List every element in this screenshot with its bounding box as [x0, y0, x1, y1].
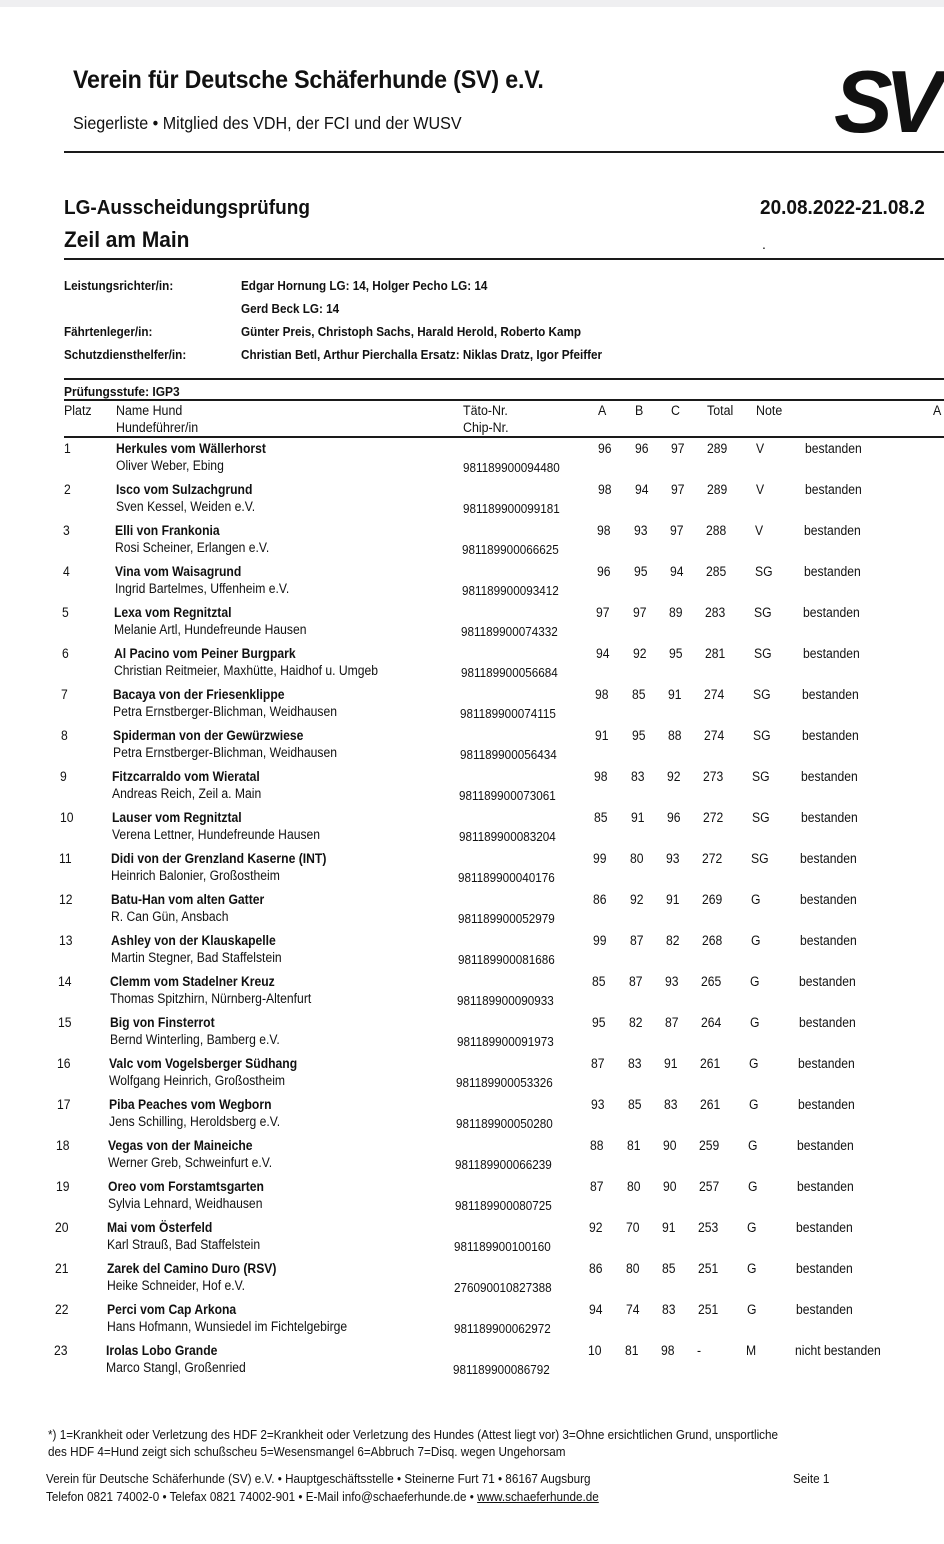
score-b: 80: [626, 1261, 640, 1276]
footer-contact: [46, 1489, 599, 1504]
row-place: 5: [62, 605, 69, 620]
table-row: [0, 933, 944, 973]
chip-number: 981189900040176: [458, 870, 555, 885]
score-total: 253: [698, 1220, 719, 1235]
score-total: 288: [706, 523, 727, 538]
score-b: 87: [630, 933, 644, 948]
score-c: 94: [670, 564, 684, 579]
score-c: 82: [666, 933, 680, 948]
score-a: 93: [591, 1097, 605, 1112]
col-extra: A: [933, 403, 942, 418]
result-status: bestanden: [804, 564, 861, 579]
score-a: 98: [598, 482, 612, 497]
score-a: 91: [595, 728, 609, 743]
exam-stage: Prüfungsstufe: IGP3: [64, 384, 180, 399]
footnote-line-1: *) 1=Krankheit oder Verletzung des HDF 2=Krankheit oder Verletzung des Hundes (Attest liegt vor) 3=Ohne ersichtlichen Grund, unsportliche: [48, 1427, 779, 1442]
table-row: [0, 687, 944, 727]
dog-name: Al Pacino vom Peiner Burgpark: [114, 646, 296, 661]
score-a: 99: [593, 851, 607, 866]
score-c: 91: [668, 687, 682, 702]
table-row: [0, 482, 944, 522]
score-a: 87: [590, 1179, 604, 1194]
score-a: 94: [589, 1302, 603, 1317]
grade-note: G: [748, 1179, 758, 1194]
dog-name: Didi von der Grenzland Kaserne (INT): [111, 851, 327, 866]
chip-number: 981189900080725: [455, 1198, 552, 1213]
chip-number: 981189900086792: [453, 1362, 550, 1377]
grade-note: G: [747, 1220, 757, 1235]
chip-number: 981189900062972: [454, 1321, 551, 1336]
row-place: 22: [55, 1302, 69, 1317]
score-b: 80: [630, 851, 644, 866]
grade-note: V: [755, 523, 764, 538]
row-place: 18: [56, 1138, 70, 1153]
result-status: bestanden: [803, 605, 860, 620]
handler-name: Sylvia Lehnard, Weidhausen: [108, 1196, 263, 1211]
score-c: 88: [668, 728, 682, 743]
score-total: 269: [702, 892, 723, 907]
col-c: C: [671, 403, 680, 418]
dog-name: Oreo vom Forstamtsgarten: [108, 1179, 264, 1194]
page-number: Seite 1: [793, 1471, 830, 1486]
grade-note: SG: [753, 728, 771, 743]
dog-name: Vina vom Waisagrund: [115, 564, 242, 579]
score-total: 281: [705, 646, 726, 661]
result-status: bestanden: [798, 1056, 855, 1071]
handler-name: Jens Schilling, Heroldsberg e.V.: [109, 1114, 281, 1129]
handler-name: Petra Ernstberger-Blichman, Weidhausen: [113, 745, 337, 760]
result-status: bestanden: [797, 1179, 854, 1194]
grade-note: G: [747, 1261, 757, 1276]
handler-name: Werner Greb, Schweinfurt e.V.: [108, 1155, 273, 1170]
score-total: 274: [704, 728, 725, 743]
score-c: 97: [670, 523, 684, 538]
col-note: Note: [756, 403, 783, 418]
score-b: 82: [629, 1015, 643, 1030]
row-place: 20: [55, 1220, 69, 1235]
table-row: [0, 892, 944, 932]
table-row: [0, 523, 944, 563]
chip-number: 981189900050280: [456, 1116, 553, 1131]
score-b: 81: [625, 1343, 639, 1358]
handler-name: Petra Ernstberger-Blichman, Weidhausen: [113, 704, 337, 719]
handler-name: Andreas Reich, Zeil a. Main: [112, 786, 262, 801]
table-row: [0, 1179, 944, 1219]
score-total: 274: [704, 687, 725, 702]
score-total: -: [697, 1343, 702, 1358]
handler-name: Melanie Artl, Hundefreunde Hausen: [114, 622, 307, 637]
result-status: bestanden: [800, 851, 857, 866]
result-status: bestanden: [805, 441, 862, 456]
row-place: 23: [54, 1343, 68, 1358]
dog-name: Spiderman von der Gewürzwiese: [113, 728, 304, 743]
score-total: 251: [698, 1261, 719, 1276]
col-a: A: [598, 403, 607, 418]
score-c: 97: [671, 441, 685, 456]
grade-note: SG: [752, 769, 770, 784]
chip-number: 981189900094480: [463, 460, 560, 475]
col-tattoo: Täto-Nr.: [463, 403, 508, 418]
score-c: 91: [662, 1220, 676, 1235]
col-total: Total: [707, 403, 734, 418]
score-total: 285: [706, 564, 727, 579]
chip-number: 981189900081686: [458, 952, 555, 967]
header-bottom-rule: [64, 436, 944, 438]
chip-number: 981189900093412: [462, 583, 559, 598]
chip-number: 981189900066625: [462, 542, 559, 557]
handler-name: Martin Stegner, Bad Staffelstein: [111, 950, 282, 965]
chip-number: 276090010827388: [454, 1280, 552, 1295]
score-a: 95: [592, 1015, 606, 1030]
result-status: bestanden: [804, 523, 861, 538]
col-dog: Name Hund: [116, 403, 183, 418]
score-total: 289: [707, 482, 728, 497]
table-row: [0, 441, 944, 481]
chip-number: 981189900073061: [459, 788, 556, 803]
grade-note: SG: [753, 687, 771, 702]
handler-name: Rosi Scheiner, Erlangen e.V.: [115, 540, 270, 555]
row-place: 16: [57, 1056, 71, 1071]
table-row: [0, 974, 944, 1014]
org-title: Verein für Deutsche Schäferhunde (SV) e.V.: [73, 66, 544, 94]
handler-name: Thomas Spitzhirn, Nürnberg-Altenfurt: [110, 991, 312, 1006]
dog-name: Vegas von der Maineiche: [108, 1138, 253, 1153]
table-row: [0, 1056, 944, 1096]
table-row: [0, 1138, 944, 1178]
dog-name: Zarek del Camino Duro (RSV): [107, 1261, 277, 1276]
score-a: 86: [593, 892, 607, 907]
score-total: 251: [698, 1302, 719, 1317]
score-c: 92: [667, 769, 681, 784]
row-place: 10: [60, 810, 74, 825]
dog-name: Herkules vom Wällerhorst: [116, 441, 266, 456]
score-total: 261: [700, 1097, 721, 1112]
table-row: [0, 646, 944, 686]
grade-note: G: [747, 1302, 757, 1317]
table-row: [0, 851, 944, 891]
score-a: 96: [597, 564, 611, 579]
score-b: 70: [626, 1220, 640, 1235]
org-subtitle: Siegerliste • Mitglied des VDH, der FCI und der WUSV: [73, 113, 462, 133]
dog-name: Batu-Han vom alten Gatter: [111, 892, 265, 907]
score-b: 97: [633, 605, 647, 620]
score-c: 85: [662, 1261, 676, 1276]
table-row: [0, 1343, 944, 1383]
grade-note: SG: [754, 605, 772, 620]
officials-value: Gerd Beck LG: 14: [241, 301, 340, 316]
grade-note: V: [756, 482, 765, 497]
dog-name: Irolas Lobo Grande: [106, 1343, 218, 1358]
officials-value: Edgar Hornung LG: 14, Holger Pecho LG: 14: [241, 278, 488, 293]
score-a: 92: [589, 1220, 603, 1235]
svg-text:SV: SV: [834, 62, 936, 142]
score-b: 91: [631, 810, 645, 825]
handler-name: Oliver Weber, Ebing: [116, 458, 224, 473]
chip-number: 981189900052979: [458, 911, 555, 926]
row-place: 12: [59, 892, 73, 907]
handler-name: Heinrich Balonier, Großostheim: [111, 868, 280, 883]
grade-note: SG: [755, 564, 773, 579]
row-place: 3: [63, 523, 70, 538]
table-row: [0, 1015, 944, 1055]
dog-name: Mai vom Österfeld: [107, 1220, 213, 1235]
grade-note: G: [750, 1015, 760, 1030]
score-b: 74: [626, 1302, 640, 1317]
col-place: Platz: [64, 403, 92, 418]
result-status: bestanden: [805, 482, 862, 497]
score-c: 91: [666, 892, 680, 907]
row-place: 15: [58, 1015, 72, 1030]
handler-name: Hans Hofmann, Wunsiedel im Fichtelgebirge: [107, 1319, 348, 1334]
chip-number: 981189900100160: [454, 1239, 551, 1254]
result-status: bestanden: [800, 892, 857, 907]
score-b: 92: [633, 646, 647, 661]
row-place: 1: [64, 441, 71, 456]
dog-name: Piba Peaches vom Wegborn: [109, 1097, 272, 1112]
chip-number: 981189900066239: [455, 1157, 552, 1172]
score-total: 272: [703, 810, 724, 825]
grade-note: G: [751, 933, 761, 948]
score-b: 85: [632, 687, 646, 702]
dog-name: Elli von Frankonia: [115, 523, 220, 538]
chip-number: 981189900091973: [457, 1034, 554, 1049]
score-a: 98: [594, 769, 608, 784]
result-status: bestanden: [802, 687, 859, 702]
row-place: 7: [61, 687, 68, 702]
score-b: 93: [634, 523, 648, 538]
row-place: 17: [57, 1097, 71, 1112]
table-row: [0, 605, 944, 645]
score-c: 90: [663, 1179, 677, 1194]
dog-name: Fitzcarraldo vom Wieratal: [112, 769, 260, 784]
grade-note: G: [750, 974, 760, 989]
result-status: bestanden: [802, 728, 859, 743]
score-total: 261: [700, 1056, 721, 1071]
officials-label: Fährtenleger/in:: [64, 324, 153, 339]
score-total: 268: [702, 933, 723, 948]
score-b: 94: [635, 482, 649, 497]
score-b: 95: [632, 728, 646, 743]
score-a: 87: [591, 1056, 605, 1071]
chip-number: 981189900099181: [463, 501, 560, 516]
result-status: bestanden: [798, 1097, 855, 1112]
officials-value: Christian Betl, Arthur Pierchalla Ersatz: Niklas Dratz, Igor Pfeiffer: [241, 347, 603, 362]
grade-note: SG: [752, 810, 770, 825]
result-status: bestanden: [800, 933, 857, 948]
col-b: B: [635, 403, 644, 418]
chip-number: 981189900074332: [461, 624, 558, 639]
score-b: 85: [628, 1097, 642, 1112]
officials-label: Leistungsrichter/in:: [64, 278, 174, 293]
officials-value: Günter Preis, Christoph Sachs, Harald Herold, Roberto Kamp: [241, 324, 582, 339]
score-c: 93: [666, 851, 680, 866]
grade-note: V: [756, 441, 765, 456]
dog-name: Clemm vom Stadelner Kreuz: [110, 974, 275, 989]
dog-name: Perci vom Cap Arkona: [107, 1302, 237, 1317]
dog-name: Lexa vom Regnitztal: [114, 605, 232, 620]
table-row: [0, 769, 944, 809]
table-row: [0, 810, 944, 850]
dog-name: Lauser vom Regnitztal: [112, 810, 242, 825]
stray-dot: .: [762, 236, 766, 252]
footer-address: Verein für Deutsche Schäferhunde (SV) e.V. • Hauptgeschäftsstelle • Steinerne Furt 71 • 86167 Augsburg: [46, 1471, 591, 1486]
score-b: 80: [627, 1179, 641, 1194]
score-c: 83: [662, 1302, 676, 1317]
score-a: 85: [594, 810, 608, 825]
handler-name: Christian Reitmeier, Maxhütte, Haidhof u. Umgeb: [114, 663, 379, 678]
row-place: 2: [64, 482, 71, 497]
grade-note: M: [746, 1343, 757, 1358]
grade-note: SG: [751, 851, 769, 866]
score-c: 97: [671, 482, 685, 497]
score-a: 10: [588, 1343, 602, 1358]
result-status: nicht bestanden: [795, 1343, 881, 1358]
score-b: 83: [631, 769, 645, 784]
score-total: 259: [699, 1138, 720, 1153]
grade-note: G: [748, 1138, 758, 1153]
score-b: 92: [630, 892, 644, 907]
table-row: [0, 1220, 944, 1260]
table-row: [0, 564, 944, 604]
score-c: 96: [667, 810, 681, 825]
result-status: bestanden: [796, 1261, 853, 1276]
row-place: 19: [56, 1179, 70, 1194]
score-c: 91: [664, 1056, 678, 1071]
row-place: 6: [62, 646, 69, 661]
dog-name: Ashley von der Klauskapelle: [111, 933, 276, 948]
row-place: 4: [63, 564, 70, 579]
score-c: 83: [664, 1097, 678, 1112]
table-top-rule: [64, 378, 944, 380]
chip-number: 981189900083204: [459, 829, 556, 844]
handler-name: Bernd Winterling, Bamberg e.V.: [110, 1032, 280, 1047]
score-b: 83: [628, 1056, 642, 1071]
contact-text: Telefon 0821 74002-0 • Telefax 0821 74002-901 • E-Mail info@schaeferhunde.de •: [46, 1489, 478, 1504]
score-a: 96: [598, 441, 612, 456]
score-total: 264: [701, 1015, 722, 1030]
score-a: 85: [592, 974, 606, 989]
handler-name: R. Can Gün, Ansbach: [111, 909, 229, 924]
score-b: 81: [627, 1138, 641, 1153]
score-b: 96: [635, 441, 649, 456]
event-date: 20.08.2022-21.08.2: [760, 197, 925, 219]
result-status: bestanden: [796, 1220, 853, 1235]
table-row: [0, 1097, 944, 1137]
chip-number: 981189900056684: [461, 665, 558, 680]
col-chip: Chip-Nr.: [463, 420, 509, 435]
chip-number: 981189900090933: [457, 993, 554, 1008]
score-c: 90: [663, 1138, 677, 1153]
grade-note: G: [749, 1056, 759, 1071]
score-c: 98: [661, 1343, 675, 1358]
result-status: bestanden: [799, 1015, 856, 1030]
table-row: [0, 1302, 944, 1342]
score-b: 87: [629, 974, 643, 989]
top-strip: [0, 0, 944, 7]
score-c: 89: [669, 605, 683, 620]
result-status: bestanden: [796, 1302, 853, 1317]
result-status: bestanden: [801, 769, 858, 784]
score-b: 95: [634, 564, 648, 579]
row-place: 11: [59, 851, 72, 866]
score-a: 86: [589, 1261, 603, 1276]
dog-name: Isco vom Sulzachgrund: [116, 482, 253, 497]
event-place: Zeil am Main: [64, 227, 190, 252]
row-place: 14: [58, 974, 72, 989]
table-row: [0, 1261, 944, 1301]
handler-name: Karl Strauß, Bad Staffelstein: [107, 1237, 261, 1252]
score-a: 97: [596, 605, 610, 620]
handler-name: Heike Schneider, Hof e.V.: [107, 1278, 246, 1293]
score-total: 289: [707, 441, 728, 456]
handler-name: Wolfgang Heinrich, Großostheim: [109, 1073, 286, 1088]
website-link[interactable]: www.schaeferhunde.de: [477, 1489, 599, 1504]
header-rule: [64, 151, 944, 153]
handler-name: Ingrid Bartelmes, Uffenheim e.V.: [115, 581, 290, 596]
row-place: 8: [61, 728, 68, 743]
col-handler: Hundeführer/in: [116, 420, 199, 435]
handler-name: Verena Lettner, Hundefreunde Hausen: [112, 827, 321, 842]
event-rule: [64, 258, 944, 260]
score-c: 87: [665, 1015, 679, 1030]
result-status: bestanden: [799, 974, 856, 989]
result-status: bestanden: [803, 646, 860, 661]
sv-logo: [832, 62, 944, 142]
row-place: 9: [60, 769, 67, 784]
dog-name: Bacaya von der Friesenklippe: [113, 687, 285, 702]
grade-note: G: [751, 892, 761, 907]
chip-number: 981189900056434: [460, 747, 557, 762]
chip-number: 981189900074115: [460, 706, 556, 721]
score-a: 94: [596, 646, 610, 661]
score-a: 98: [597, 523, 611, 538]
score-total: 273: [703, 769, 724, 784]
score-total: 265: [701, 974, 722, 989]
chip-number: 981189900053326: [456, 1075, 553, 1090]
row-place: 13: [59, 933, 73, 948]
footnote-line-2: des HDF 4=Hund zeigt sich schußscheu 5=Wesensmangel 6=Abbruch 7=Disq. wegen Ungehorsam: [48, 1444, 566, 1459]
score-total: 272: [702, 851, 723, 866]
score-a: 88: [590, 1138, 604, 1153]
score-c: 95: [669, 646, 683, 661]
row-place: 21: [55, 1261, 69, 1276]
score-c: 93: [665, 974, 679, 989]
dog-name: Valc vom Vogelsberger Südhang: [109, 1056, 298, 1071]
result-status: bestanden: [801, 810, 858, 825]
handler-name: Sven Kessel, Weiden e.V.: [116, 499, 256, 514]
table-row: [0, 728, 944, 768]
handler-name: Marco Stangl, Großenried: [106, 1360, 246, 1375]
grade-note: SG: [754, 646, 772, 661]
score-total: 257: [699, 1179, 720, 1194]
dog-name: Big von Finsterrot: [110, 1015, 215, 1030]
score-a: 98: [595, 687, 609, 702]
officials-label: Schutzdiensthelfer/in:: [64, 347, 187, 362]
score-a: 99: [593, 933, 607, 948]
score-total: 283: [705, 605, 726, 620]
event-title: LG-Ausscheidungsprüfung: [64, 197, 310, 219]
result-status: bestanden: [797, 1138, 854, 1153]
grade-note: G: [749, 1097, 759, 1112]
stage-rule: [64, 399, 944, 401]
